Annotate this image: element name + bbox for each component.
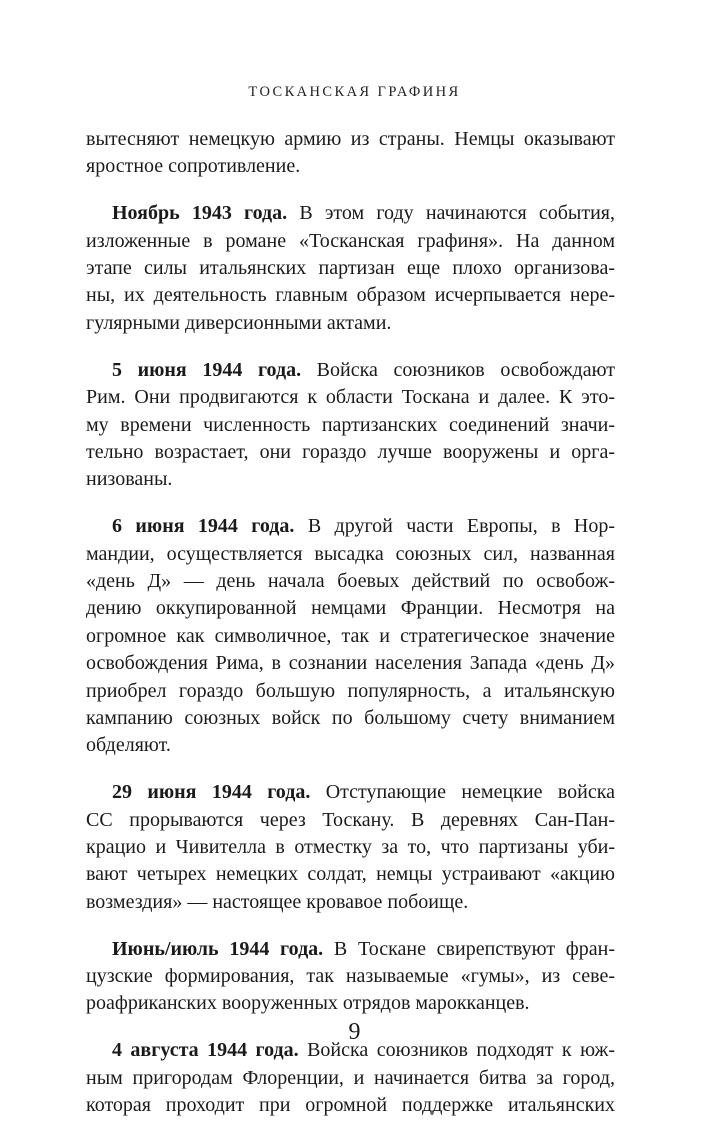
text-line: [86, 779, 615, 806]
text-line: ным пригородам Флоренции, и начинается битва за город,: [86, 1066, 615, 1089]
paragraph: [86, 200, 615, 337]
date-heading: 4 августа 1944 года.: [112, 1039, 299, 1062]
text-fragment: В другой части Европы, в Нор-: [294, 515, 616, 538]
text-fragment: В Тоскане свирепствуют фран-: [323, 937, 615, 960]
text-line: огромное как символичное, так и стратегическое значение: [86, 624, 615, 647]
text-line: освобождения Рима, в сознании населения Запада «день Д»: [86, 652, 615, 675]
text-line: [86, 200, 615, 227]
text-line: крацио и Чивителла в отместку за то, что партизаны уби-: [86, 835, 615, 858]
text-line: низованы.: [86, 468, 173, 491]
text-line: этапе силы итальянских партизан еще плохо организова-: [86, 257, 615, 280]
text-line: изложенные в романе «Тосканская графиня». На данном: [86, 229, 615, 252]
text-fragment: В этом году начинаются события,: [287, 202, 615, 225]
date-heading: Ноябрь 1943 года.: [112, 202, 288, 225]
text-line: тельно возрастает, они гораздо лучше вооружены и орга-: [86, 440, 615, 463]
paragraph: [86, 126, 615, 181]
text-line: мандии, осуществляется высадка союзных сил, названная: [86, 542, 615, 565]
text-line: ны, их деятельность главным образом исчерпывается нере-: [86, 284, 615, 307]
text-line: вытесняют немецкую армию из страны. Немцы оказывают: [86, 128, 615, 150]
text-line: кампанию союзных войск по большому счету вниманием: [86, 706, 615, 729]
text-line: обделяют.: [86, 734, 171, 757]
text-line: «день Д» — день начала боевых действий по освобож-: [86, 569, 615, 592]
paragraph: [86, 779, 615, 916]
paragraph: [86, 513, 615, 760]
text-line: [86, 936, 615, 963]
page-number: 9: [348, 1019, 361, 1045]
text-line: цузские формирования, так называемые «гумы», из севе-: [86, 965, 615, 988]
text-line: возмездия» — настоящее кровавое побоище.: [86, 890, 469, 913]
text-fragment: Отступающие немецкие войска: [310, 781, 616, 804]
text-line: му времени численность партизанских соединений значи-: [86, 413, 615, 436]
paragraph: [86, 936, 615, 1018]
text-line: дению оккупированной немцами Франции. Несмотря на: [86, 597, 615, 620]
text-fragment: Войска союзников подходят к юж-: [298, 1039, 615, 1062]
paragraph: [86, 1037, 615, 1119]
running-head: ТОСКАНСКАЯ ГРАФИНЯ: [248, 84, 461, 100]
text-fragment: Войска союзников освобождают: [301, 358, 615, 381]
text-line: СС прорываются через Тоскану. В деревнях Сан-Пан-: [86, 808, 615, 831]
date-heading: 5 июня 1944 года.: [112, 358, 302, 381]
text-line: яростное сопротивление.: [86, 155, 301, 178]
text-line: Рим. Они продвигаются к области Тоскана и далее. К это-: [86, 386, 615, 409]
text-line: которая проходит при огромной поддержке итальянских: [86, 1094, 615, 1117]
date-heading: 29 июня 1944 года.: [112, 781, 311, 804]
text-line: [86, 357, 615, 384]
text-line: вают четырех немецких солдат, немцы устраивают «акцию: [86, 863, 615, 886]
text-line: гулярными диверсионными актами.: [86, 311, 392, 334]
text-line: роафриканских вооруженных отрядов марокканцев.: [86, 992, 530, 1015]
text-line: приобрел гораздо большую популярность, а итальянскую: [86, 679, 615, 702]
date-heading: 6 июня 1944 года.: [112, 515, 295, 538]
paragraph: [86, 357, 615, 494]
date-heading: Июнь/июль 1944 года.: [112, 937, 324, 960]
text-line: [86, 513, 615, 540]
body-text: [86, 126, 615, 1120]
